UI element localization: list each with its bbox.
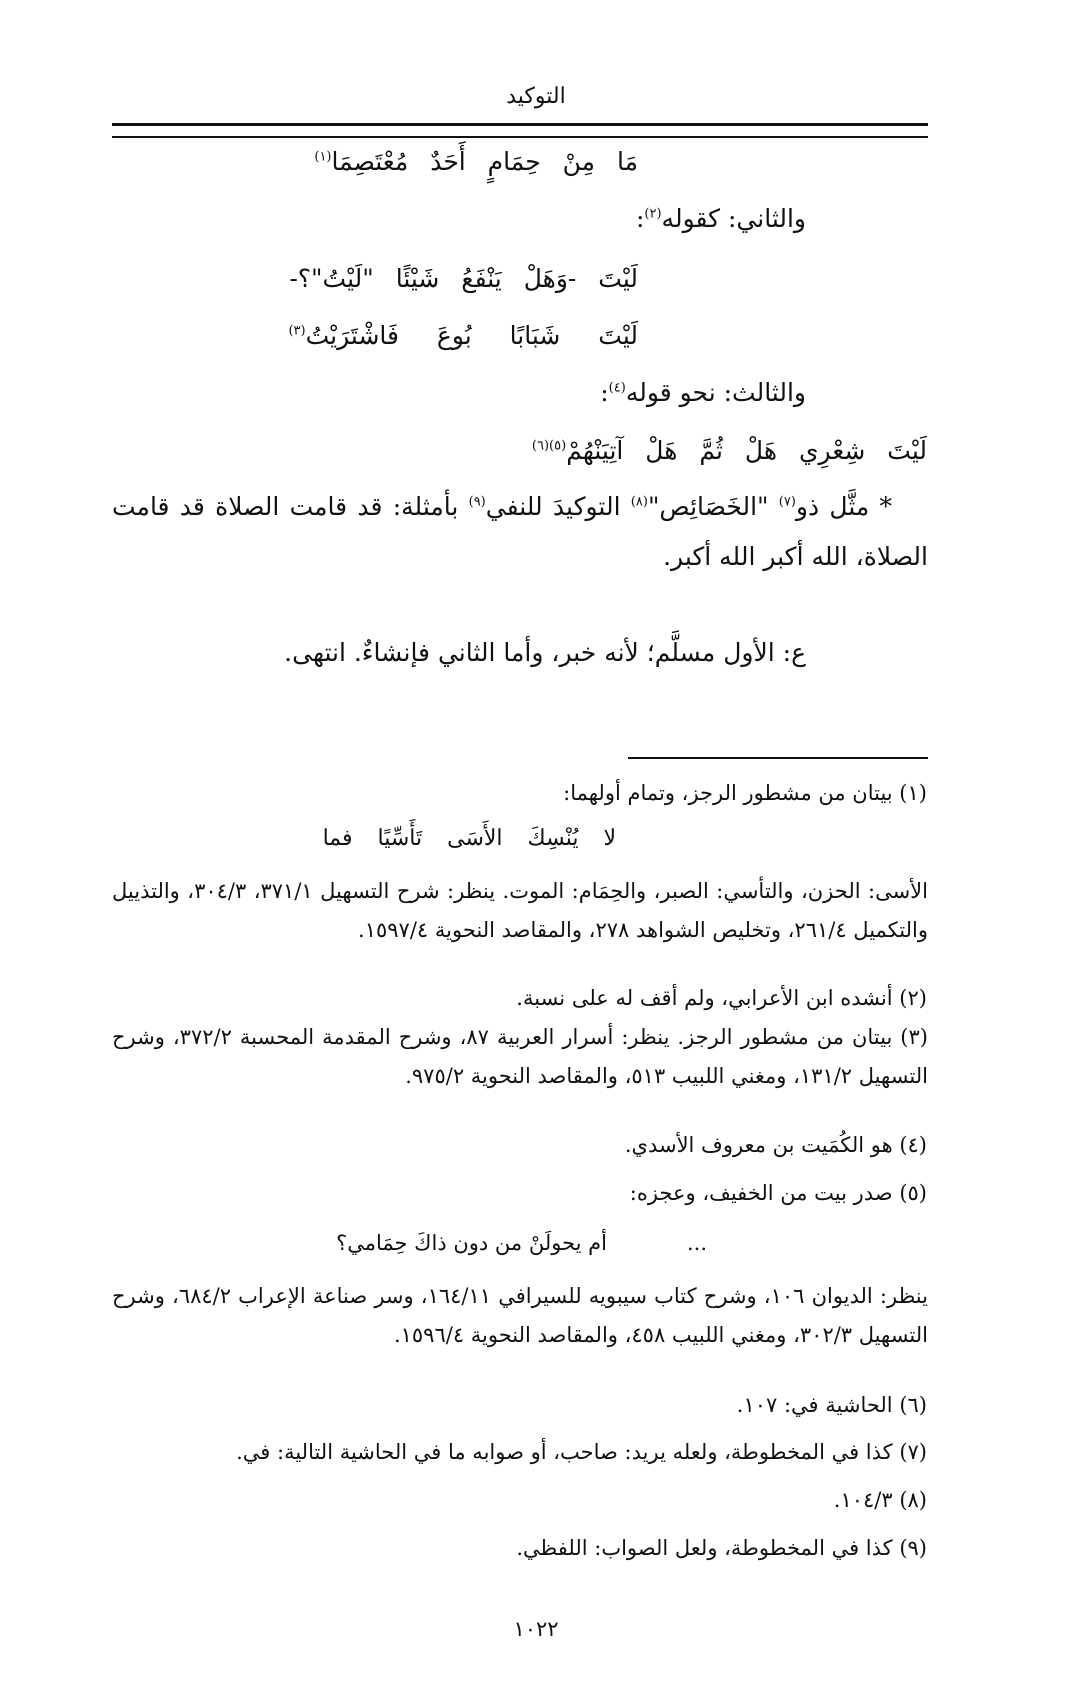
running-title: التوكيد	[506, 84, 566, 109]
header-rule-thick	[112, 123, 928, 126]
verse-line-4: لَيْتَ شِعْرِي هَلْ ثُمَّ هَلْ آتِيَنْهُمْ$^{(٥)(٦)}$	[531, 436, 927, 465]
page-number: ١٠٢٢	[513, 1617, 559, 1641]
third-example-intro: والثالث: نحو قوله$^{(٤)}$:	[600, 378, 806, 407]
verse-line-2: لَيْتَ -وَهَلْ يَنْفَعُ شَيْئًا "لَيْتُ"؟-	[289, 264, 638, 293]
footnote-5-references: ينظر: الديوان ١٠٦، وشرح كتاب سيبويه للسيرافي ١٦٤/١١، وسر صناعة الإعراب ٦٨٤/٢، وشرح التسهيل ٣٠٢/٣، ومغني اللبيب ٤٥٨، والمقاصد النحوية ١٥٩٦/٤.	[112, 1284, 928, 1347]
footnote-9: (٩) كذا في المخطوطة، ولعل الصواب: اللفظي.	[516, 1536, 927, 1560]
footnote-7: (٧) كذا في المخطوطة، ولعله يريد: صاحب، أو صوابه ما في الحاشية التالية: في.	[236, 1440, 927, 1464]
remark-paragraph: * مثَّل ذو$^{(٧)}$ "الخَصَائِص"$^{(٨)}$ التوكيدَ للنفي$^{(٩)}$ بأمثلة: قد قامت الصلاة قد قامت الصلاة، الله أكبر الله أكبر.	[112, 492, 928, 571]
second-example-intro: والثاني: كقوله$^{(٢)}$:	[635, 204, 806, 233]
header-rule-thin	[112, 136, 928, 138]
footnote-5-verse: أم يحولَنْ من دون ذاكَ حِمَامي؟	[336, 1231, 607, 1255]
footnote-5-verse-dots: ...	[686, 1231, 707, 1255]
footnote-1-gloss: الأسى: الحزن، والتأسي: الصبر، والحِمَام: الموت. ينظر: شرح التسهيل ٣٧١/١، ٣٠٤/٣، والتذييل والتكميل ٢٦١/٤، وتخليص الشواهد ٢٧٨، والمقاصد النحوية ١٥٩٧/٤.	[112, 879, 928, 942]
footnote-ref: (٤)	[608, 380, 626, 396]
footnote-1-verse: لا يُنْسِكَ الأَسَى تَأَسِّيًا فما	[322, 826, 616, 851]
footnote-1: (١) بيتان من مشطور الرجز، وتمام أولهما:	[563, 781, 927, 805]
footnote-8: (٨) ١٠٤/٣.	[833, 1488, 927, 1512]
comment-line: ع: الأول مسلَّم؛ لأنه خبر، وأما الثاني فإنشاءٌ. انتهى.	[284, 638, 806, 667]
verse-line-1	[314, 145, 638, 179]
footnote-ref: (٢)	[644, 206, 662, 222]
footnote-3: (٣) بيتان من مشطور الرجز. ينظر: أسرار العربية ٨٧، وشرح المقدمة المحسبة ٣٧٢/٢، وشرح التسهيل ١٣١/٢، ومغني اللبيب ٥١٣، والمقاصد النحوية ٩٧٥/٢.	[112, 1025, 928, 1088]
verse-line-3: لَيْتَ شَبَابًا بُوعَ فَاشْتَرَيْتُ$^{(٣)}$	[288, 321, 638, 350]
footnote-ref: (١)	[314, 149, 332, 165]
footnote-6: (٦) الحاشية في: ١٠٧.	[736, 1393, 927, 1417]
footnote-separator	[628, 757, 928, 759]
verse-text: مَا مِنْ حِمَامٍ أَحَدٌ مُعْتَصِمَا	[331, 147, 638, 176]
footnote-2: (٢) أنشده ابن الأعرابي، ولم أقف له على نسبة.	[516, 986, 927, 1010]
footnote-5: (٥) صدر بيت من الخفيف، وعجزه:	[629, 1181, 927, 1205]
footnote-ref: (٥)(٦)	[531, 438, 567, 454]
footnote-ref: (٣)	[288, 323, 306, 339]
footnote-4: (٤) هو الكُمَيت بن معروف الأسدي.	[624, 1133, 927, 1157]
